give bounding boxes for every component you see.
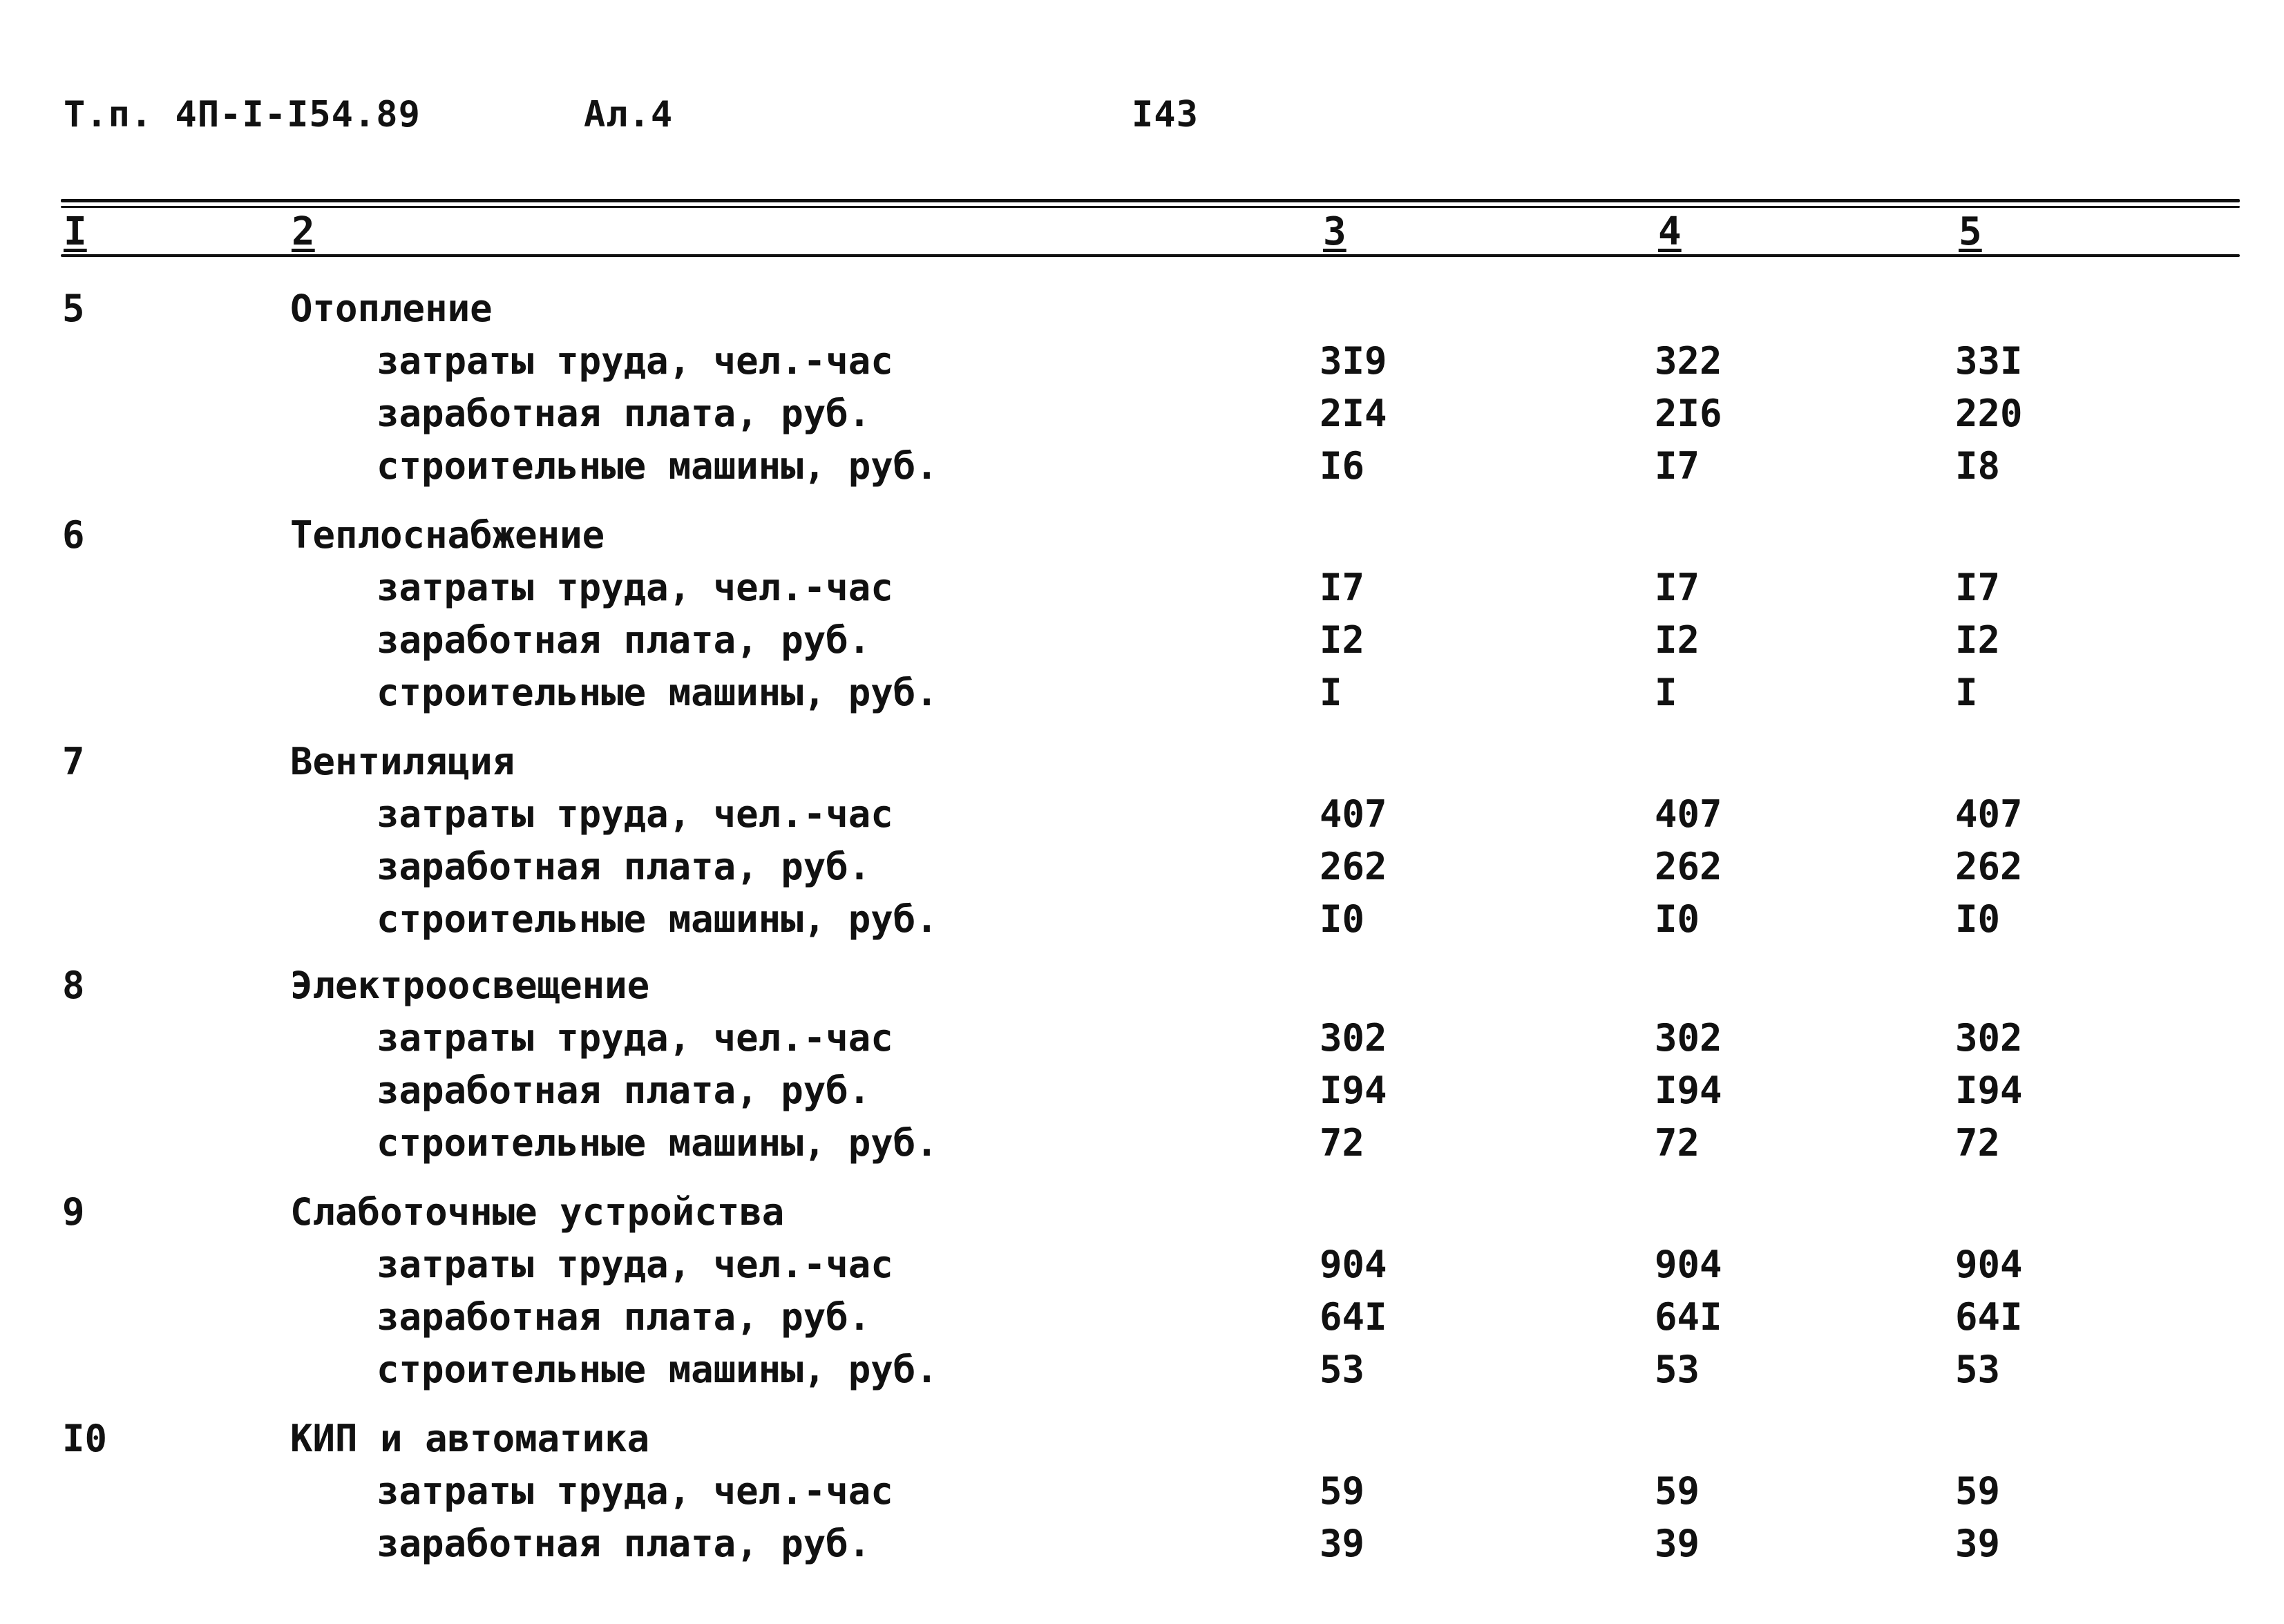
row-label: заработная плата, руб. — [377, 618, 871, 662]
table-header-rule — [61, 254, 2240, 257]
section-number: 5 — [62, 287, 85, 330]
section-title: Вентиляция — [290, 740, 515, 783]
table-row — [0, 564, 2284, 612]
cell-col-4: 322 — [1655, 339, 1722, 383]
section-title: Теплоснабжение — [290, 513, 605, 557]
table-row — [0, 337, 2284, 385]
document-code: Т.п. 4П-I-I54.89 — [64, 94, 421, 135]
album-label: Ал.4 — [584, 94, 674, 135]
cell-col-5: 904 — [1955, 1243, 2023, 1286]
section-number: 9 — [62, 1190, 85, 1234]
cell-col-5: 262 — [1955, 845, 2023, 888]
cell-col-4: I0 — [1655, 897, 1700, 941]
cell-col-5: 64I — [1955, 1295, 2023, 1339]
table-row — [0, 442, 2284, 490]
cell-col-4: I7 — [1655, 566, 1700, 609]
cell-col-4: 2I6 — [1655, 392, 1722, 435]
cell-col-5: 220 — [1955, 392, 2023, 435]
cell-col-5: 53 — [1955, 1348, 2001, 1391]
cell-col-5: 72 — [1955, 1121, 2001, 1165]
section-header-row — [0, 962, 2284, 1010]
cell-col-5: I94 — [1955, 1069, 2023, 1112]
cell-col-3: 407 — [1320, 792, 1387, 836]
cell-col-3: I2 — [1320, 618, 1365, 662]
cell-col-3: 2I4 — [1320, 392, 1387, 435]
row-label: заработная плата, руб. — [377, 1295, 871, 1339]
table-row — [0, 1241, 2284, 1289]
row-label: заработная плата, руб. — [377, 1069, 871, 1112]
section-header-row — [0, 1188, 2284, 1236]
cell-col-3: I7 — [1320, 566, 1365, 609]
row-label: заработная плата, руб. — [377, 1522, 871, 1565]
cell-col-3: 72 — [1320, 1121, 1365, 1165]
row-label: заработная плата, руб. — [377, 845, 871, 888]
cell-col-3: I94 — [1320, 1069, 1387, 1112]
cell-col-3: I — [1320, 671, 1342, 714]
cell-col-4: I — [1655, 671, 1677, 714]
row-label: строительные машины, руб. — [377, 897, 938, 941]
column-header-2: 2 — [292, 209, 315, 254]
cell-col-5: 59 — [1955, 1469, 2001, 1513]
row-label: затраты труда, чел.-час — [377, 566, 893, 609]
table-row — [0, 616, 2284, 665]
table-row — [0, 1293, 2284, 1341]
section-header-row — [0, 511, 2284, 560]
section-title: Отопление — [290, 287, 493, 330]
cell-col-4: I2 — [1655, 618, 1700, 662]
cell-col-4: 64I — [1655, 1295, 1722, 1339]
table-row — [0, 843, 2284, 891]
cell-col-5: I8 — [1955, 444, 2001, 488]
cell-col-3: 53 — [1320, 1348, 1365, 1391]
cell-col-4: 904 — [1655, 1243, 1722, 1286]
cell-col-4: 53 — [1655, 1348, 1700, 1391]
cell-col-3: 302 — [1320, 1016, 1387, 1060]
section-number: 8 — [62, 964, 85, 1007]
section-title: Электроосвещение — [290, 964, 650, 1007]
table-row — [0, 669, 2284, 717]
section-header-row — [0, 1415, 2284, 1463]
section-title: КИП и автоматика — [290, 1417, 650, 1460]
cell-col-3: 262 — [1320, 845, 1387, 888]
row-label: строительные машины, руб. — [377, 444, 938, 488]
cell-col-5: I2 — [1955, 618, 2001, 662]
row-label: затраты труда, чел.-час — [377, 339, 893, 383]
row-label: строительные машины, руб. — [377, 1348, 938, 1391]
cell-col-5: 302 — [1955, 1016, 2023, 1060]
cell-col-5: 39 — [1955, 1522, 2001, 1565]
cell-col-5: I7 — [1955, 566, 2001, 609]
cell-col-4: 262 — [1655, 845, 1722, 888]
cell-col-3: 904 — [1320, 1243, 1387, 1286]
page-number: I43 — [1132, 94, 1199, 135]
section-number: 6 — [62, 513, 85, 557]
cell-col-4: 302 — [1655, 1016, 1722, 1060]
section-header-row — [0, 738, 2284, 786]
row-label: строительные машины, руб. — [377, 671, 938, 714]
cell-col-3: 59 — [1320, 1469, 1365, 1513]
cell-col-5: 33I — [1955, 339, 2023, 383]
row-label: строительные машины, руб. — [377, 1121, 938, 1165]
column-header-3: 3 — [1323, 209, 1346, 254]
section-number: I0 — [62, 1417, 108, 1460]
cell-col-4: I7 — [1655, 444, 1700, 488]
table-row — [0, 1346, 2284, 1394]
row-label: заработная плата, руб. — [377, 392, 871, 435]
table-top-rule-inner — [61, 206, 2240, 208]
section-header-row — [0, 285, 2284, 333]
cell-col-4: 407 — [1655, 792, 1722, 836]
cell-col-4: 72 — [1655, 1121, 1700, 1165]
table-row — [0, 390, 2284, 438]
row-label: затраты труда, чел.-час — [377, 1243, 893, 1286]
column-header-1: I — [64, 209, 87, 254]
cell-col-4: 59 — [1655, 1469, 1700, 1513]
cell-col-3: I0 — [1320, 897, 1365, 941]
cell-col-4: I94 — [1655, 1069, 1722, 1112]
cell-col-3: 3I9 — [1320, 339, 1387, 383]
table-row — [0, 1014, 2284, 1062]
table-row — [0, 1067, 2284, 1115]
table-row — [0, 1467, 2284, 1516]
row-label: затраты труда, чел.-час — [377, 792, 893, 836]
cell-col-5: I0 — [1955, 897, 2001, 941]
cell-col-5: 407 — [1955, 792, 2023, 836]
section-title: Слаботочные устройства — [290, 1190, 785, 1234]
table-row — [0, 1520, 2284, 1568]
cell-col-4: 39 — [1655, 1522, 1700, 1565]
cell-col-3: 39 — [1320, 1522, 1365, 1565]
section-number: 7 — [62, 740, 85, 783]
cell-col-5: I — [1955, 671, 1978, 714]
row-label: затраты труда, чел.-час — [377, 1469, 893, 1513]
cell-col-3: 64I — [1320, 1295, 1387, 1339]
column-header-4: 4 — [1658, 209, 1682, 254]
table-row — [0, 790, 2284, 839]
row-label: затраты труда, чел.-час — [377, 1016, 893, 1060]
table-top-rule — [61, 199, 2240, 202]
cell-col-3: I6 — [1320, 444, 1365, 488]
table-row — [0, 895, 2284, 944]
column-header-5: 5 — [1959, 209, 1982, 254]
table-row — [0, 1119, 2284, 1167]
